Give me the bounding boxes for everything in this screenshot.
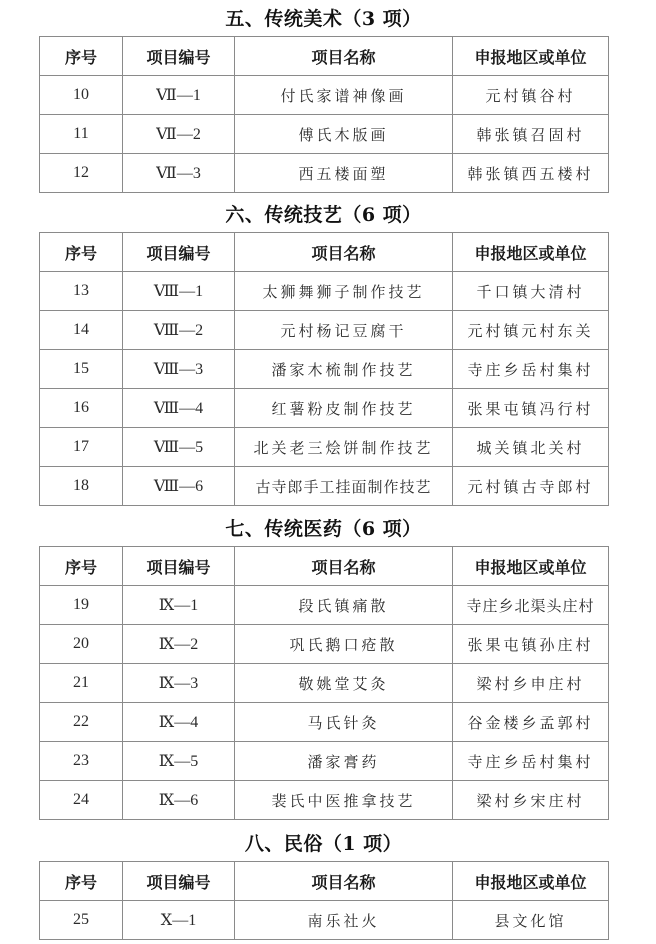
cell-region: 城关镇北关村 [453, 428, 609, 467]
cell-name: 付氏家谱神像画 [235, 76, 453, 115]
header-no: 序号 [40, 37, 123, 76]
header-name: 项目名称 [235, 233, 453, 272]
cell-code: Ⅷ—6 [123, 467, 235, 506]
cell-no: 25 [40, 901, 123, 940]
header-no: 序号 [40, 547, 123, 586]
header-name: 项目名称 [235, 37, 453, 76]
cell-no: 11 [40, 115, 123, 154]
table-row [40, 742, 609, 781]
cell-no: 24 [40, 781, 123, 820]
table-header-row [40, 862, 609, 901]
table-header-row [40, 233, 609, 272]
cell-name: 段氏镇痛散 [235, 586, 453, 625]
cell-code: Ⅷ—4 [123, 389, 235, 428]
cell-name: 敬姚堂艾灸 [235, 664, 453, 703]
cell-region: 谷金楼乡孟郭村 [453, 703, 609, 742]
cell-region: 韩张镇召固村 [453, 115, 609, 154]
cell-region: 张果屯镇冯行村 [453, 389, 609, 428]
cell-code: Ⅷ—3 [123, 350, 235, 389]
cell-no: 13 [40, 272, 123, 311]
cell-region: 元村镇古寺郎村 [453, 467, 609, 506]
cell-region: 韩张镇西五楼村 [453, 154, 609, 193]
section-title: 六、传统技艺（6 项） [225, 204, 422, 226]
cell-name: 裴氏中医推拿技艺 [235, 781, 453, 820]
cell-no: 22 [40, 703, 123, 742]
cell-code: Ⅷ—1 [123, 272, 235, 311]
table-row [40, 350, 609, 389]
cell-code: Ⅸ—4 [123, 703, 235, 742]
header-name: 项目名称 [235, 547, 453, 586]
table-row [40, 115, 609, 154]
cell-name: 北关老三烩饼制作技艺 [235, 428, 453, 467]
header-code: 项目编号 [123, 233, 235, 272]
header-region: 申报地区或单位 [453, 862, 609, 901]
table-header-row [40, 37, 609, 76]
cell-code: Ⅶ—3 [123, 154, 235, 193]
cell-no: 16 [40, 389, 123, 428]
table-row [40, 154, 609, 193]
cell-name: 古寺郎手工挂面制作技艺 [235, 467, 453, 506]
table-row [40, 664, 609, 703]
cell-name: 南乐社火 [235, 901, 453, 940]
cell-code: Ⅸ—6 [123, 781, 235, 820]
cell-code: Ⅸ—1 [123, 586, 235, 625]
cell-code: Ⅷ—2 [123, 311, 235, 350]
header-no: 序号 [40, 233, 123, 272]
cell-no: 18 [40, 467, 123, 506]
cell-name: 傅氏木版画 [235, 115, 453, 154]
cell-name: 西五楼面塑 [235, 154, 453, 193]
header-code: 项目编号 [123, 37, 235, 76]
cell-name: 巩氏鹅口疮散 [235, 625, 453, 664]
cell-name: 太狮舞狮子制作技艺 [235, 272, 453, 311]
table-row [40, 272, 609, 311]
items-table [39, 36, 609, 193]
items-table [39, 861, 609, 940]
section-title: 八、民俗（1 项） [244, 833, 403, 855]
table-row [40, 625, 609, 664]
header-no: 序号 [40, 862, 123, 901]
cell-code: Ⅹ—1 [123, 901, 235, 940]
cell-region: 梁村乡申庄村 [453, 664, 609, 703]
table-row [40, 901, 609, 940]
table-header-row [40, 547, 609, 586]
cell-region: 元村镇谷村 [453, 76, 609, 115]
cell-region: 寺庄乡岳村集村 [453, 742, 609, 781]
cell-name: 潘家木梳制作技艺 [235, 350, 453, 389]
cell-code: Ⅸ—3 [123, 664, 235, 703]
cell-name: 元村杨记豆腐干 [235, 311, 453, 350]
cell-code: Ⅸ—2 [123, 625, 235, 664]
cell-code: Ⅶ—2 [123, 115, 235, 154]
cell-name: 潘家膏药 [235, 742, 453, 781]
cell-code: Ⅷ—5 [123, 428, 235, 467]
cell-name: 红薯粉皮制作技艺 [235, 389, 453, 428]
cell-region: 寺庄乡岳村集村 [453, 350, 609, 389]
header-name: 项目名称 [235, 862, 453, 901]
cell-no: 21 [40, 664, 123, 703]
cell-name: 马氏针灸 [235, 703, 453, 742]
cell-region: 寺庄乡北渠头庄村 [453, 586, 609, 625]
cell-no: 19 [40, 586, 123, 625]
cell-region: 张果屯镇孙庄村 [453, 625, 609, 664]
cell-region: 元村镇元村东关 [453, 311, 609, 350]
cell-no: 10 [40, 76, 123, 115]
table-row [40, 76, 609, 115]
cell-no: 20 [40, 625, 123, 664]
table-row [40, 389, 609, 428]
cell-code: Ⅸ—5 [123, 742, 235, 781]
header-code: 项目编号 [123, 547, 235, 586]
header-code: 项目编号 [123, 862, 235, 901]
cell-no: 15 [40, 350, 123, 389]
section-title: 七、传统医药（6 项） [225, 518, 422, 540]
table-row [40, 586, 609, 625]
cell-code: Ⅶ—1 [123, 76, 235, 115]
table-row [40, 311, 609, 350]
header-region: 申报地区或单位 [453, 547, 609, 586]
header-region: 申报地区或单位 [453, 37, 609, 76]
table-row [40, 428, 609, 467]
items-table [39, 232, 609, 506]
table-row [40, 703, 609, 742]
header-region: 申报地区或单位 [453, 233, 609, 272]
cell-region: 县文化馆 [453, 901, 609, 940]
section-title: 五、传统美术（3 项） [225, 8, 422, 30]
cell-no: 14 [40, 311, 123, 350]
table-row [40, 467, 609, 506]
cell-region: 千口镇大清村 [453, 272, 609, 311]
cell-no: 17 [40, 428, 123, 467]
items-table [39, 546, 609, 820]
table-row [40, 781, 609, 820]
cell-no: 23 [40, 742, 123, 781]
cell-no: 12 [40, 154, 123, 193]
cell-region: 梁村乡宋庄村 [453, 781, 609, 820]
